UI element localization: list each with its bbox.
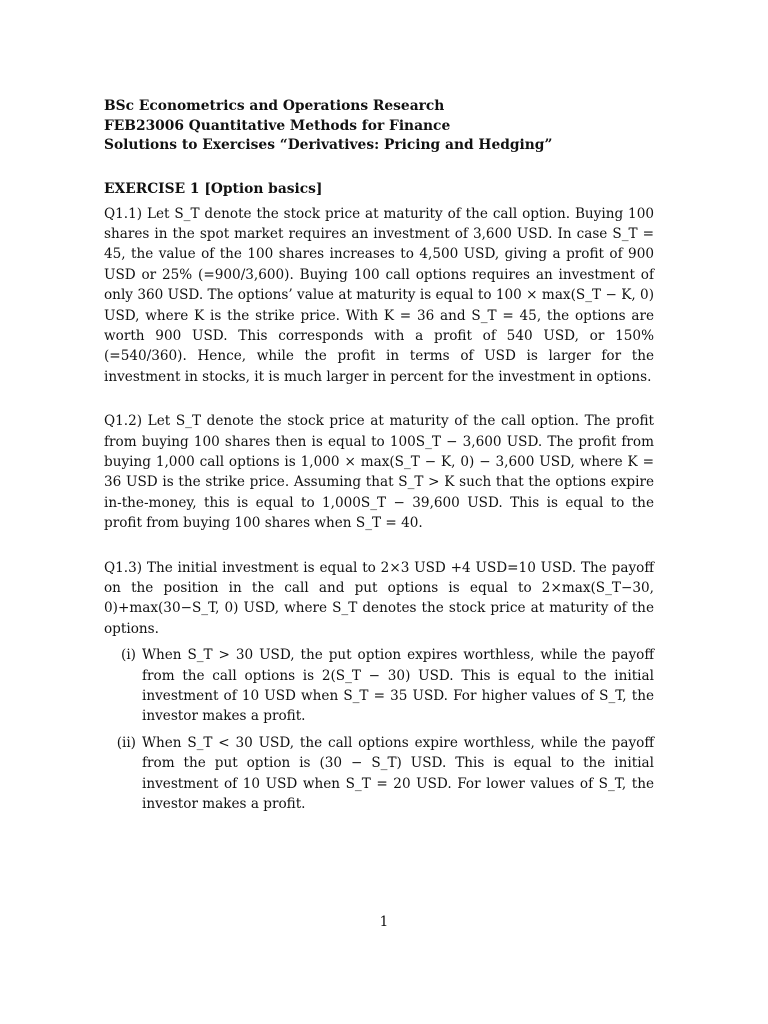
case-item: [104, 645, 654, 727]
case-text: When S_T > 30 USD, the put option expires worthless, while the payoff from the call options is 2(S_T − 30) USD. This is equal to the initial investment of 10 USD when S_T = 35 USD. For higher values of S_T, the investor makes a profit.: [142, 647, 654, 725]
course-title: FEB23006 Quantitative Methods for Finance: [104, 117, 451, 134]
case-item: [104, 733, 654, 815]
question-1-3-answer: Q1.3) The initial investment is equal to 2×3 USD +4 USD=10 USD. The payoff on the position in the call and put options is equal to 2×max(S_T−30, 0)+max(30−S_T, 0) USD, where S_T denotes the stock price at maturity of the options.: [104, 559, 654, 637]
document-page: [104, 97, 654, 814]
case-marker: (ii): [116, 734, 136, 751]
document-title: Solutions to Exercises “Derivatives: Pricing and Hedging”: [104, 137, 553, 153]
case-marker: (i): [121, 647, 136, 664]
program-title: BSc Econometrics and Operations Research: [104, 98, 445, 114]
case-text: When S_T < 30 USD, the call options expire worthless, while the payoff from the put option is (30 − S_T) USD. This is equal to the initial investment of 10 USD when S_T = 20 USD. For lower values of S_T, the investor makes a profit.: [142, 734, 654, 813]
question-1-2-answer: Q1.2) Let S_T denote the stock price at maturity of the call option. The profit from buying 100 shares then is equal to 100S_T − 3,600 USD. The profit from buying 1,000 call options is 1,000 × max(S_T − K, 0) − 3,600 USD, where K = 36 USD is the strike price. Assuming that S_T > K such that the options expire in-the-money, this is equal to 1,000S_T − 39,600 USD. This is equal to the profit from buying 100 shares when S_T = 40.: [104, 413, 654, 532]
page-number: 1: [379, 914, 389, 930]
exercise-heading: EXERCISE 1 [Option basics]: [104, 180, 323, 197]
question-1-1-answer: Q1.1) Let S_T denote the stock price at maturity of the call option. Buying 100 shares in the spot market requires an investment of 3,600 USD. In case S_T = 45, the value of the 100 shares increases to 4,500 USD, giving a profit of 900 USD or 25% (=900/3,600). Buying 100 call options requires an investment of only 360 USD. The options’ value at maturity is equal to 100 × max(S_T − K, 0) USD, where K is the strike price. With K = 36 and S_T = 45, the options are worth 900 USD. This corresponds with a profit of 540 USD, or 150% (=540/360). Hence, while the profit in terms of USD is larger for the investment in stocks, it is much larger in percent for the investment in options.: [104, 205, 654, 385]
